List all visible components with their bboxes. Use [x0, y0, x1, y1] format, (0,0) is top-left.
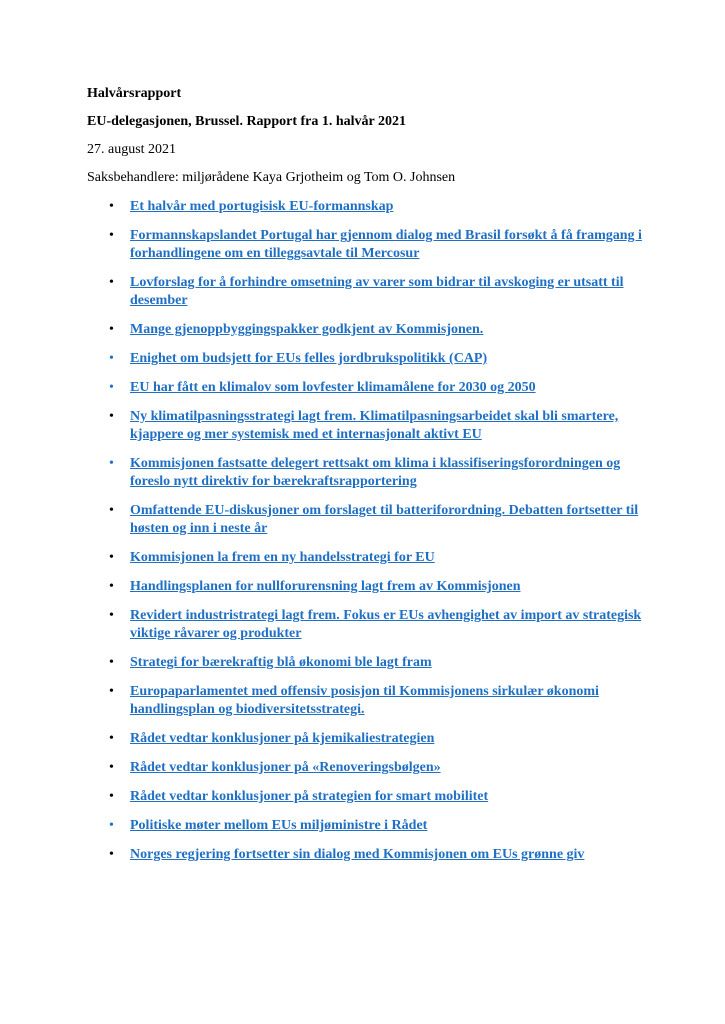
toc-item: [87, 759, 647, 777]
toc-link[interactable]: Rådet vedtar konklusjoner på strategien for smart mobilitet: [130, 789, 489, 804]
toc-link[interactable]: Rådet vedtar konklusjoner på «Renoveringsbølgen»: [130, 760, 441, 775]
toc-item: [87, 274, 647, 310]
toc-item: [87, 379, 647, 397]
toc-item: [87, 607, 647, 643]
toc-item: [87, 198, 647, 216]
toc-link[interactable]: Omfattende EU-diskusjoner om forslaget til batteriforordning. Debatten fortsetter til høsten og inn i neste år: [130, 503, 639, 536]
toc-link[interactable]: Mange gjenoppbyggingspakker godkjent av Kommisjonen.: [130, 322, 484, 337]
toc-link[interactable]: Strategi for bærekraftig blå økonomi ble lagt fram: [130, 655, 432, 670]
toc-item: [87, 502, 647, 538]
report-date: 27. august 2021: [87, 142, 177, 157]
report-subtitle: EU-delegasjonen, Brussel. Rapport fra 1. halvår 2021: [87, 114, 407, 129]
toc-item: [87, 730, 647, 748]
report-title: Halvårsrapport: [87, 86, 182, 101]
toc-item: [87, 549, 647, 567]
table-of-contents: [87, 198, 647, 864]
bullet-icon: •: [109, 228, 114, 243]
bullet-icon: •: [109, 760, 114, 775]
bullet-icon: •: [109, 351, 114, 366]
toc-link[interactable]: Formannskapslandet Portugal har gjennom dialog med Brasil forsøkt å få framgang i forhandlingene om en tilleggsavtale til Mercosur: [130, 228, 642, 261]
bullet-icon: •: [109, 818, 114, 833]
bullet-icon: •: [109, 503, 114, 518]
bullet-icon: •: [109, 847, 114, 862]
bullet-icon: •: [109, 380, 114, 395]
toc-link[interactable]: Et halvår med portugisisk EU-formannskap: [130, 199, 394, 214]
toc-item: [87, 350, 647, 368]
bullet-icon: •: [109, 655, 114, 670]
toc-item: [87, 683, 647, 719]
toc-link[interactable]: Kommisjonen fastsatte delegert rettsakt om klima i klassifiseringsforordningen og foreslo nytt direktiv for bærekraftsrapportering: [130, 456, 621, 489]
bullet-icon: •: [109, 456, 114, 471]
toc-link[interactable]: Handlingsplanen for nullforurensning lagt frem av Kommisjonen: [130, 579, 521, 594]
bullet-icon: •: [109, 322, 114, 337]
bullet-icon: •: [109, 684, 114, 699]
toc-item: [87, 788, 647, 806]
bullet-icon: •: [109, 789, 114, 804]
bullet-icon: •: [109, 409, 114, 424]
toc-link[interactable]: Lovforslag for å forhindre omsetning av varer som bidrar til avskoging er utsatt til desember: [130, 275, 624, 308]
bullet-icon: •: [109, 550, 114, 565]
toc-item: [87, 846, 647, 864]
toc-item: [87, 227, 647, 263]
bullet-icon: •: [109, 608, 114, 623]
document-page: [87, 85, 647, 875]
case-officers: Saksbehandlere: miljørådene Kaya Grjotheim og Tom O. Johnsen: [87, 170, 456, 185]
toc-item: [87, 408, 647, 444]
toc-link[interactable]: Revidert industristrategi lagt frem. Fokus er EUs avhengighet av import av strategisk viktige råvarer og produkter: [130, 608, 642, 641]
toc-item: [87, 455, 647, 491]
toc-link[interactable]: Politiske møter mellom EUs miljøministre i Rådet: [130, 818, 428, 833]
toc-item: [87, 654, 647, 672]
toc-link[interactable]: Europaparlamentet med offensiv posisjon til Kommisjonens sirkulær økonomi handlingsplan og biodiversitetsstrategi.: [130, 684, 599, 717]
bullet-icon: •: [109, 199, 114, 214]
bullet-icon: •: [109, 275, 114, 290]
toc-item: [87, 817, 647, 835]
toc-link[interactable]: EU har fått en klimalov som lovfester klimamålene for 2030 og 2050: [130, 380, 536, 395]
bullet-icon: •: [109, 579, 114, 594]
toc-link[interactable]: Kommisjonen la frem en ny handelsstrategi for EU: [130, 550, 435, 565]
toc-link[interactable]: Enighet om budsjett for EUs felles jordbrukspolitikk (CAP): [130, 351, 488, 366]
toc-link[interactable]: Norges regjering fortsetter sin dialog med Kommisjonen om EUs grønne giv: [130, 847, 585, 862]
toc-item: [87, 578, 647, 596]
toc-link[interactable]: Ny klimatilpasningsstrategi lagt frem. Klimatilpasningsarbeidet skal bli smartere, kjappere og mer systemisk med et internasjonalt aktivt EU: [130, 409, 619, 442]
toc-item: [87, 321, 647, 339]
bullet-icon: •: [109, 731, 114, 746]
toc-link[interactable]: Rådet vedtar konklusjoner på kjemikaliestrategien: [130, 731, 435, 746]
